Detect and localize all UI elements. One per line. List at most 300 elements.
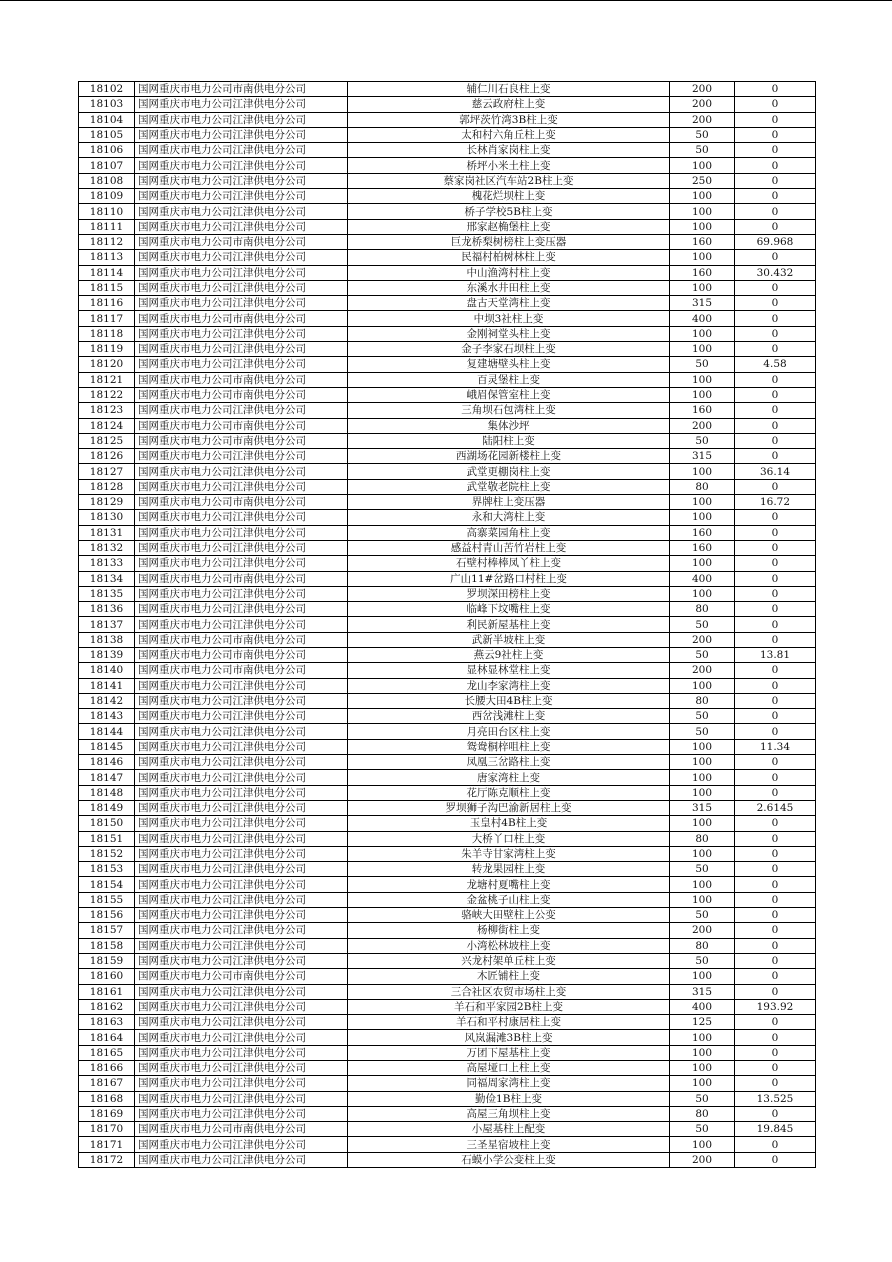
cell-company: 国网重庆市电力公司江津供电分公司	[135, 831, 348, 846]
cell-transformer-name: 东溪水井田柱上变	[348, 280, 670, 295]
cell-id: 18156	[79, 908, 135, 923]
cell-id: 18130	[79, 510, 135, 525]
cell-transformer-name: 利民新屋基柱上变	[348, 617, 670, 632]
cell-value: 0	[735, 1137, 816, 1152]
cell-id: 18103	[79, 97, 135, 112]
cell-value: 0	[735, 418, 816, 433]
table-row	[79, 1137, 816, 1152]
table-row	[79, 250, 816, 265]
cell-id: 18114	[79, 265, 135, 280]
cell-transformer-name: 峨眉保管室柱上变	[348, 387, 670, 402]
cell-id: 18112	[79, 234, 135, 249]
cell-capacity: 50	[670, 617, 735, 632]
cell-company: 国网重庆市电力公司江津供电分公司	[135, 984, 348, 999]
table-row	[79, 158, 816, 173]
cell-id: 18125	[79, 433, 135, 448]
table-row	[79, 372, 816, 387]
table-row	[79, 953, 816, 968]
cell-company: 国网重庆市电力公司江津供电分公司	[135, 1152, 348, 1167]
cell-value: 11.34	[735, 739, 816, 754]
table-row	[79, 969, 816, 984]
table-row	[79, 647, 816, 662]
cell-transformer-name: 龙塘村夏嘴柱上变	[348, 877, 670, 892]
cell-company: 国网重庆市电力公司江津供电分公司	[135, 219, 348, 234]
cell-company: 国网重庆市电力公司江津供电分公司	[135, 1137, 348, 1152]
cell-transformer-name: 感益村青山苦竹岩柱上变	[348, 540, 670, 555]
cell-company: 国网重庆市电力公司江津供电分公司	[135, 1091, 348, 1106]
cell-company: 国网重庆市电力公司市南供电分公司	[135, 418, 348, 433]
cell-company: 国网重庆市电力公司江津供电分公司	[135, 862, 348, 877]
table-row	[79, 418, 816, 433]
cell-capacity: 100	[670, 785, 735, 800]
cell-capacity: 400	[670, 999, 735, 1014]
cell-capacity: 100	[670, 877, 735, 892]
cell-id: 18145	[79, 739, 135, 754]
cell-id: 18106	[79, 143, 135, 158]
cell-company: 国网重庆市电力公司江津供电分公司	[135, 1015, 348, 1030]
cell-capacity: 315	[670, 296, 735, 311]
cell-capacity: 200	[670, 82, 735, 97]
cell-capacity: 100	[670, 219, 735, 234]
cell-capacity: 50	[670, 908, 735, 923]
table-row	[79, 678, 816, 693]
cell-company: 国网重庆市电力公司江津供电分公司	[135, 816, 348, 831]
cell-id: 18109	[79, 189, 135, 204]
table-row	[79, 602, 816, 617]
cell-capacity: 400	[670, 571, 735, 586]
cell-value: 0	[735, 342, 816, 357]
table-row	[79, 357, 816, 372]
cell-company: 国网重庆市电力公司江津供电分公司	[135, 1045, 348, 1060]
cell-value: 0	[735, 525, 816, 540]
cell-company: 国网重庆市电力公司江津供电分公司	[135, 800, 348, 815]
cell-transformer-name: 蔡家岗社区汽车站2B柱上变	[348, 173, 670, 188]
cell-transformer-name: 鸳鸯桐梓咀柱上变	[348, 739, 670, 754]
cell-capacity: 315	[670, 449, 735, 464]
table-row	[79, 800, 816, 815]
cell-capacity: 315	[670, 984, 735, 999]
cell-capacity: 100	[670, 326, 735, 341]
cell-transformer-name: 勤俭1B柱上变	[348, 1091, 670, 1106]
cell-transformer-name: 永和大湾柱上变	[348, 510, 670, 525]
transformer-table	[78, 81, 816, 1168]
cell-value: 0	[735, 1076, 816, 1091]
table-row	[79, 1015, 816, 1030]
cell-id: 18168	[79, 1091, 135, 1106]
cell-transformer-name: 燕云9社柱上变	[348, 647, 670, 662]
cell-value: 0	[735, 82, 816, 97]
cell-company: 国网重庆市电力公司江津供电分公司	[135, 586, 348, 601]
table-row	[79, 785, 816, 800]
cell-transformer-name: 中坝3社柱上变	[348, 311, 670, 326]
cell-company: 国网重庆市电力公司江津供电分公司	[135, 1076, 348, 1091]
cell-company: 国网重庆市电力公司江津供电分公司	[135, 158, 348, 173]
table-row	[79, 82, 816, 97]
page-top-border	[0, 0, 892, 1]
cell-id: 18158	[79, 938, 135, 953]
cell-id: 18149	[79, 800, 135, 815]
cell-value: 0	[735, 311, 816, 326]
cell-value: 0	[735, 1106, 816, 1121]
cell-id: 18153	[79, 862, 135, 877]
cell-value: 0	[735, 816, 816, 831]
cell-capacity: 100	[670, 1045, 735, 1060]
cell-capacity: 200	[670, 1152, 735, 1167]
table-row	[79, 540, 816, 555]
cell-capacity: 200	[670, 923, 735, 938]
cell-transformer-name: 太和村六角丘柱上变	[348, 127, 670, 142]
cell-transformer-name: 兴龙村架单丘柱上变	[348, 953, 670, 968]
table-row	[79, 449, 816, 464]
cell-id: 18132	[79, 540, 135, 555]
cell-company: 国网重庆市电力公司市南供电分公司	[135, 632, 348, 647]
cell-value: 0	[735, 1045, 816, 1060]
cell-value: 193.92	[735, 999, 816, 1014]
cell-id: 18155	[79, 892, 135, 907]
cell-id: 18136	[79, 602, 135, 617]
cell-id: 18167	[79, 1076, 135, 1091]
cell-capacity: 100	[670, 250, 735, 265]
cell-company: 国网重庆市电力公司市南供电分公司	[135, 495, 348, 510]
cell-company: 国网重庆市电力公司江津供电分公司	[135, 999, 348, 1014]
cell-capacity: 50	[670, 357, 735, 372]
cell-id: 18163	[79, 1015, 135, 1030]
cell-capacity: 100	[670, 556, 735, 571]
cell-value: 0	[735, 219, 816, 234]
cell-capacity: 80	[670, 831, 735, 846]
table-row	[79, 479, 816, 494]
cell-id: 18147	[79, 770, 135, 785]
table-row	[79, 265, 816, 280]
cell-capacity: 125	[670, 1015, 735, 1030]
table-row	[79, 112, 816, 127]
cell-transformer-name: 石壁村棒棒凤丫柱上变	[348, 556, 670, 571]
cell-transformer-name: 慈云政府柱上变	[348, 97, 670, 112]
cell-transformer-name: 转龙果园柱上变	[348, 862, 670, 877]
cell-transformer-name: 杨柳街柱上变	[348, 923, 670, 938]
cell-capacity: 160	[670, 525, 735, 540]
cell-id: 18118	[79, 326, 135, 341]
cell-transformer-name: 木匠铺柱上变	[348, 969, 670, 984]
table-row	[79, 403, 816, 418]
cell-transformer-name: 槐花烂坝柱上变	[348, 189, 670, 204]
cell-capacity: 100	[670, 1061, 735, 1076]
cell-id: 18123	[79, 403, 135, 418]
cell-value: 0	[735, 693, 816, 708]
table-row	[79, 770, 816, 785]
cell-id: 18129	[79, 495, 135, 510]
cell-transformer-name: 盘古天堂湾柱上变	[348, 296, 670, 311]
cell-id: 18164	[79, 1030, 135, 1045]
cell-company: 国网重庆市电力公司江津供电分公司	[135, 602, 348, 617]
cell-capacity: 160	[670, 403, 735, 418]
cell-value: 0	[735, 1152, 816, 1167]
table-row	[79, 923, 816, 938]
cell-transformer-name: 万团下屋基柱上变	[348, 1045, 670, 1060]
table-row	[79, 127, 816, 142]
table-row	[79, 693, 816, 708]
cell-capacity: 200	[670, 632, 735, 647]
cell-id: 18150	[79, 816, 135, 831]
cell-company: 国网重庆市电力公司市南供电分公司	[135, 1122, 348, 1137]
cell-id: 18127	[79, 464, 135, 479]
table-row	[79, 464, 816, 479]
cell-company: 国网重庆市电力公司江津供电分公司	[135, 204, 348, 219]
table-row	[79, 234, 816, 249]
cell-transformer-name: 凤凰三岔路柱上变	[348, 755, 670, 770]
cell-value: 0	[735, 602, 816, 617]
cell-capacity: 100	[670, 1076, 735, 1091]
cell-capacity: 400	[670, 311, 735, 326]
cell-company: 国网重庆市电力公司市南供电分公司	[135, 82, 348, 97]
cell-capacity: 50	[670, 724, 735, 739]
cell-company: 国网重庆市电力公司江津供电分公司	[135, 1061, 348, 1076]
cell-transformer-name: 辅仁川石良柱上变	[348, 82, 670, 97]
cell-transformer-name: 陆阳柱上变	[348, 433, 670, 448]
cell-company: 国网重庆市电力公司江津供电分公司	[135, 525, 348, 540]
cell-capacity: 50	[670, 647, 735, 662]
cell-id: 18113	[79, 250, 135, 265]
table-row	[79, 877, 816, 892]
cell-id: 18119	[79, 342, 135, 357]
cell-id: 18162	[79, 999, 135, 1014]
cell-id: 18140	[79, 663, 135, 678]
cell-value: 0	[735, 479, 816, 494]
cell-company: 国网重庆市电力公司江津供电分公司	[135, 1030, 348, 1045]
table-row	[79, 1045, 816, 1060]
cell-transformer-name: 郭坪茨竹湾3B柱上变	[348, 112, 670, 127]
cell-company: 国网重庆市电力公司江津供电分公司	[135, 892, 348, 907]
cell-capacity: 100	[670, 158, 735, 173]
cell-company: 国网重庆市电力公司江津供电分公司	[135, 326, 348, 341]
cell-company: 国网重庆市电力公司江津供电分公司	[135, 938, 348, 953]
cell-capacity: 100	[670, 739, 735, 754]
cell-value: 0	[735, 877, 816, 892]
table-row	[79, 908, 816, 923]
cell-transformer-name: 长腰大田4B柱上变	[348, 693, 670, 708]
table-row	[79, 755, 816, 770]
cell-company: 国网重庆市电力公司江津供电分公司	[135, 678, 348, 693]
cell-capacity: 80	[670, 1106, 735, 1121]
cell-id: 18107	[79, 158, 135, 173]
cell-transformer-name: 小屋基柱上配变	[348, 1122, 670, 1137]
cell-value: 0	[735, 372, 816, 387]
cell-transformer-name: 显林显林堂柱上变	[348, 663, 670, 678]
cell-value: 0	[735, 571, 816, 586]
cell-company: 国网重庆市电力公司江津供电分公司	[135, 403, 348, 418]
cell-value: 13.525	[735, 1091, 816, 1106]
table-row	[79, 739, 816, 754]
cell-capacity: 80	[670, 602, 735, 617]
cell-value: 0	[735, 387, 816, 402]
cell-capacity: 250	[670, 173, 735, 188]
cell-transformer-name: 羊石和平家园2B柱上变	[348, 999, 670, 1014]
cell-transformer-name: 邢家赵桷堡柱上变	[348, 219, 670, 234]
cell-capacity: 50	[670, 143, 735, 158]
table-row	[79, 816, 816, 831]
cell-transformer-name: 罗坝深田榜柱上变	[348, 586, 670, 601]
cell-company: 国网重庆市电力公司市南供电分公司	[135, 372, 348, 387]
cell-transformer-name: 金子李家石坝柱上变	[348, 342, 670, 357]
cell-value: 4.58	[735, 357, 816, 372]
cell-capacity: 100	[670, 372, 735, 387]
cell-capacity: 160	[670, 540, 735, 555]
cell-id: 18154	[79, 877, 135, 892]
cell-capacity: 100	[670, 1030, 735, 1045]
cell-company: 国网重庆市电力公司江津供电分公司	[135, 785, 348, 800]
cell-value: 0	[735, 127, 816, 142]
cell-company: 国网重庆市电力公司江津供电分公司	[135, 709, 348, 724]
table-row	[79, 510, 816, 525]
cell-value: 0	[735, 97, 816, 112]
cell-id: 18169	[79, 1106, 135, 1121]
table-row	[79, 1106, 816, 1121]
cell-company: 国网重庆市电力公司江津供电分公司	[135, 342, 348, 357]
cell-value: 0	[735, 112, 816, 127]
cell-transformer-name: 龙山李家湾柱上变	[348, 678, 670, 693]
cell-value: 2.6145	[735, 800, 816, 815]
cell-company: 国网重庆市电力公司江津供电分公司	[135, 617, 348, 632]
cell-transformer-name: 三合社区农贸市场柱上变	[348, 984, 670, 999]
cell-company: 国网重庆市电力公司江津供电分公司	[135, 173, 348, 188]
cell-capacity: 100	[670, 387, 735, 402]
cell-id: 18121	[79, 372, 135, 387]
cell-capacity: 100	[670, 586, 735, 601]
cell-capacity: 200	[670, 97, 735, 112]
cell-company: 国网重庆市电力公司江津供电分公司	[135, 357, 348, 372]
cell-id: 18138	[79, 632, 135, 647]
cell-company: 国网重庆市电力公司市南供电分公司	[135, 234, 348, 249]
cell-id: 18134	[79, 571, 135, 586]
cell-value: 0	[735, 632, 816, 647]
cell-value: 0	[735, 663, 816, 678]
cell-id: 18171	[79, 1137, 135, 1152]
cell-capacity: 80	[670, 938, 735, 953]
cell-transformer-name: 同福周家湾柱上变	[348, 1076, 670, 1091]
cell-value: 0	[735, 1030, 816, 1045]
table-row	[79, 204, 816, 219]
table-row	[79, 938, 816, 953]
table-row	[79, 862, 816, 877]
cell-value: 36.14	[735, 464, 816, 479]
cell-transformer-name: 月亮田台区柱上变	[348, 724, 670, 739]
cell-capacity: 100	[670, 189, 735, 204]
cell-id: 18105	[79, 127, 135, 142]
table-row	[79, 831, 816, 846]
cell-value: 0	[735, 280, 816, 295]
cell-value: 0	[735, 785, 816, 800]
cell-capacity: 100	[670, 495, 735, 510]
cell-transformer-name: 金刚祠堂头柱上变	[348, 326, 670, 341]
cell-transformer-name: 石蟆小学公变柱上变	[348, 1152, 670, 1167]
table-row	[79, 525, 816, 540]
cell-transformer-name: 长林肖家岗柱上变	[348, 143, 670, 158]
cell-value: 0	[735, 617, 816, 632]
cell-transformer-name: 骆峡大田壁柱上公变	[348, 908, 670, 923]
cell-id: 18128	[79, 479, 135, 494]
cell-transformer-name: 桥坪小米土柱上变	[348, 158, 670, 173]
table-row	[79, 892, 816, 907]
cell-capacity: 50	[670, 862, 735, 877]
cell-value: 0	[735, 1061, 816, 1076]
cell-id: 18120	[79, 357, 135, 372]
table-row	[79, 1122, 816, 1137]
cell-capacity: 50	[670, 127, 735, 142]
cell-value: 19.845	[735, 1122, 816, 1137]
cell-value: 0	[735, 403, 816, 418]
cell-transformer-name: 广山11#岔路口村柱上变	[348, 571, 670, 586]
cell-transformer-name: 武新半坡柱上变	[348, 632, 670, 647]
cell-capacity: 50	[670, 709, 735, 724]
cell-company: 国网重庆市电力公司江津供电分公司	[135, 265, 348, 280]
cell-company: 国网重庆市电力公司江津供电分公司	[135, 250, 348, 265]
cell-capacity: 100	[670, 969, 735, 984]
cell-transformer-name: 罗坝狮子沟巴渝新居柱上变	[348, 800, 670, 815]
cell-company: 国网重庆市电力公司市南供电分公司	[135, 433, 348, 448]
table-row	[79, 1091, 816, 1106]
table-row	[79, 1061, 816, 1076]
table-row	[79, 586, 816, 601]
table-row	[79, 1076, 816, 1091]
cell-transformer-name: 玉皇村4B柱上变	[348, 816, 670, 831]
cell-value: 0	[735, 326, 816, 341]
cell-value: 13.81	[735, 647, 816, 662]
cell-transformer-name: 武堂敬老院柱上变	[348, 479, 670, 494]
cell-transformer-name: 金盆桃子山柱上变	[348, 892, 670, 907]
cell-company: 国网重庆市电力公司市南供电分公司	[135, 387, 348, 402]
table-row	[79, 571, 816, 586]
table-row	[79, 433, 816, 448]
cell-id: 18133	[79, 556, 135, 571]
cell-value: 30.432	[735, 265, 816, 280]
cell-id: 18124	[79, 418, 135, 433]
cell-capacity: 100	[670, 892, 735, 907]
cell-id: 18104	[79, 112, 135, 127]
cell-value: 0	[735, 678, 816, 693]
cell-value: 0	[735, 204, 816, 219]
table-row	[79, 999, 816, 1014]
cell-capacity: 200	[670, 663, 735, 678]
cell-transformer-name: 高屋三角坝柱上变	[348, 1106, 670, 1121]
table-row	[79, 189, 816, 204]
cell-capacity: 200	[670, 418, 735, 433]
cell-transformer-name: 民福村柏树林柱上变	[348, 250, 670, 265]
table-row	[79, 311, 816, 326]
cell-company: 国网重庆市电力公司市南供电分公司	[135, 969, 348, 984]
table-row	[79, 1152, 816, 1167]
cell-capacity: 315	[670, 800, 735, 815]
cell-capacity: 100	[670, 678, 735, 693]
cell-company: 国网重庆市电力公司江津供电分公司	[135, 724, 348, 739]
cell-value: 0	[735, 189, 816, 204]
cell-value: 0	[735, 510, 816, 525]
cell-company: 国网重庆市电力公司江津供电分公司	[135, 97, 348, 112]
cell-company: 国网重庆市电力公司江津供电分公司	[135, 846, 348, 861]
cell-value: 0	[735, 143, 816, 158]
cell-id: 18160	[79, 969, 135, 984]
cell-company: 国网重庆市电力公司江津供电分公司	[135, 464, 348, 479]
cell-transformer-name: 小湾松林坡柱上变	[348, 938, 670, 953]
cell-company: 国网重庆市电力公司江津供电分公司	[135, 449, 348, 464]
table-row	[79, 342, 816, 357]
cell-value: 0	[735, 449, 816, 464]
cell-id: 18137	[79, 617, 135, 632]
cell-value: 0	[735, 433, 816, 448]
cell-transformer-name: 界牌柱上变压器	[348, 495, 670, 510]
cell-id: 18143	[79, 709, 135, 724]
cell-value: 0	[735, 586, 816, 601]
cell-id: 18170	[79, 1122, 135, 1137]
